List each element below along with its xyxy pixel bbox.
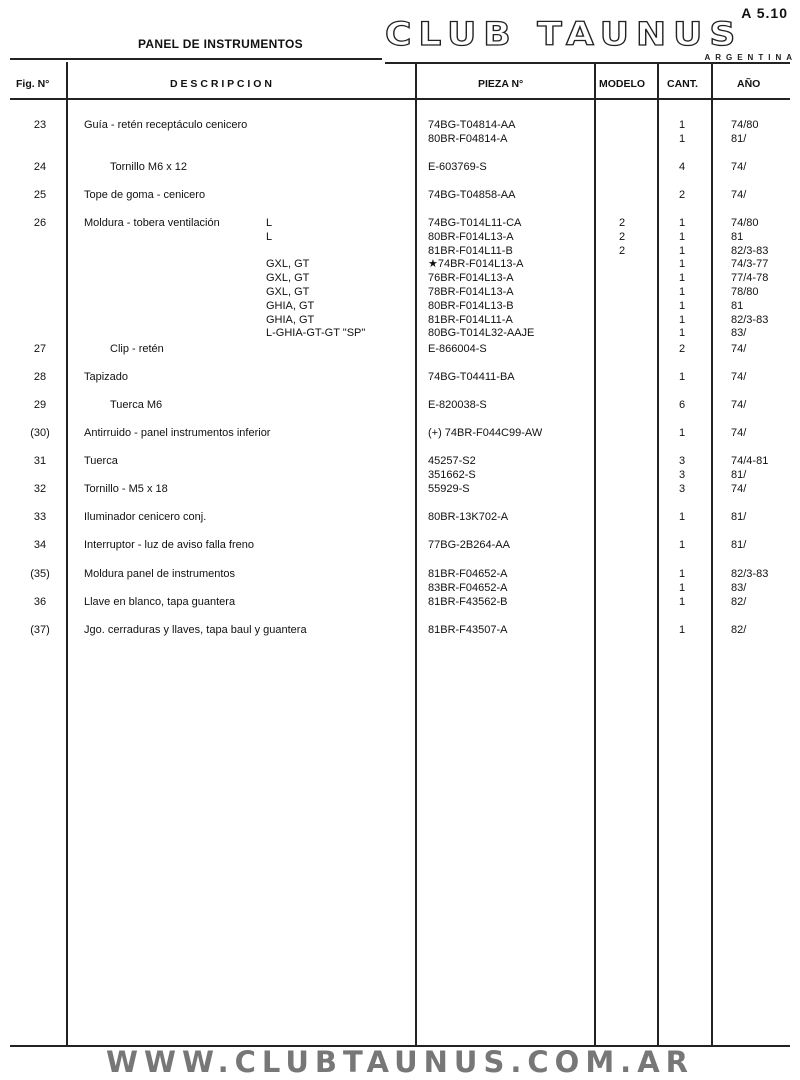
year-range: 74/ [731,189,747,201]
part-description: Interruptor - luz de aviso falla freno [84,539,254,551]
variant-label: L [266,217,273,229]
variant-label: L [266,230,273,243]
year-range: 74/80 [731,217,759,229]
quantity: 1 [678,272,686,285]
part-description: Tornillo M6 x 12 [110,161,188,173]
year-range: 74/ [731,343,747,355]
quantity: 3 [678,483,686,495]
part-number: 45257-S2 [428,455,476,467]
quantity: 1 [678,581,686,594]
quantity: 1 [678,511,686,523]
col-header-descripcion: D E S C R I P C I O N [170,78,272,90]
col-header-cant: CANT. [667,78,698,90]
quantity: 4 [678,161,686,173]
quantity: 3 [678,468,686,481]
part-number: 81BR-F43507-A [428,624,508,636]
year-range: 81/ [731,468,747,481]
club-taunus-logo [385,18,797,66]
part-description: Llave en blanco, tapa guantera [84,596,236,608]
year-range: 74/80 [731,119,759,131]
fig-number: 32 [33,483,47,495]
column-divider [415,62,417,1046]
fig-number: 28 [33,371,47,383]
year-range: 81 [731,299,744,312]
logo-text: CLUB TAUNUS [385,16,743,53]
year-range: 74/ [731,399,747,411]
quantity: 1 [678,258,686,271]
fig-number: 26 [33,217,47,229]
variant-label: GHIA, GT [266,313,315,326]
part-number: 351662-S [428,468,476,481]
fig-number: 25 [33,189,47,201]
quantity: 1 [678,286,686,298]
page-code: A 5.10 [741,5,788,21]
variant-label: GXL, GT [266,272,310,285]
year-range: 74/ [731,161,747,173]
part-description: Iluminador cenicero conj. [84,511,207,523]
column-divider [711,62,713,1046]
part-description: Jgo. cerraduras y llaves, tapa baul y guantera [84,624,307,636]
variant-label: GXL, GT [266,258,310,271]
part-number: 81BR-F014L11-B [428,244,513,257]
year-range: 74/ [731,427,747,439]
column-divider [66,62,68,1046]
quantity: 6 [678,399,686,411]
part-number: 74BG-T04411-BA [428,371,515,383]
part-description: Tuerca [84,455,118,467]
fig-number: (35) [30,568,50,580]
fig-number: 24 [33,161,47,173]
year-range: 82/3-83 [731,568,769,580]
header-bottom-rule [10,98,790,100]
part-number: (+) 74BR-F044C99-AW [428,427,543,439]
year-range: 74/ [731,483,747,495]
part-number: 74BG-T014L11-CA [428,217,522,229]
variant-label: L-GHIA-GT-GT "SP" [266,327,366,340]
part-number: 74BG-T04858-AA [428,189,516,201]
part-description: Tope de goma - cenicero [84,189,206,201]
part-number: 80BR-F014L13-A [428,230,514,243]
fig-number: (37) [30,624,50,636]
part-number: E-820038-S [428,399,487,411]
fig-number: 36 [33,596,47,608]
quantity: 1 [678,132,686,145]
year-range: 82/3-83 [731,244,769,257]
part-number: 80BR-13K702-A [428,511,509,523]
year-range: 81/ [731,539,747,551]
quantity: 1 [678,624,686,636]
fig-number: 23 [33,119,47,131]
quantity: 1 [678,119,686,131]
fig-number: 33 [33,511,47,523]
fig-number: 29 [33,399,47,411]
column-divider [657,62,659,1046]
col-header-fig: Fig. N° [16,78,50,90]
year-range: 82/ [731,624,747,636]
quantity: 1 [678,596,686,608]
fig-number: (30) [30,427,50,439]
part-number: 81BR-F014L11-A [428,313,513,326]
part-number: 74BG-T04814-AA [428,119,516,131]
variant-label: GHIA, GT [266,299,315,312]
part-number: 83BR-F04652-A [428,581,508,594]
year-range: 81/ [731,511,747,523]
part-number: 80BR-F014L13-B [428,299,514,312]
quantity: 1 [678,230,686,243]
part-description: Tuerca M6 [110,399,163,411]
part-number: 55929-S [428,483,470,495]
section-title: PANEL DE INSTRUMENTOS [138,37,303,51]
year-range: 82/3-83 [731,313,769,326]
logo-subtext: ARGENTINA [704,53,797,62]
part-number: 81BR-F43562-B [428,596,508,608]
year-range: 74/ [731,371,747,383]
quantity: 1 [678,217,686,229]
model-code: 2 [618,230,626,243]
part-number: ★74BR-F014L13-A [428,258,524,271]
year-range: 74/4-81 [731,455,769,467]
fig-number: 31 [33,455,47,467]
quantity: 2 [678,343,686,355]
part-description: Tornillo - M5 x 18 [84,483,168,495]
part-description: Tapizado [84,371,129,383]
part-number: 76BR-F014L13-A [428,272,514,285]
part-number: 81BR-F04652-A [428,568,508,580]
quantity: 2 [678,189,686,201]
quantity: 3 [678,455,686,467]
quantity: 1 [678,371,686,383]
model-code: 2 [618,217,626,229]
year-range: 81 [731,230,744,243]
part-number: 80BG-T014L32-AAJE [428,327,535,340]
col-header-modelo: MODELO [599,78,646,90]
quantity: 1 [678,568,686,580]
part-description: Guía - retén receptáculo cenicero [84,119,248,131]
year-range: 83/ [731,327,747,340]
model-code: 2 [618,244,626,257]
year-range: 83/ [731,581,747,594]
quantity: 1 [678,539,686,551]
variant-label: GXL, GT [266,286,310,298]
part-description: Moldura panel de instrumentos [84,568,236,580]
year-range: 81/ [731,132,747,145]
year-range: 78/80 [731,286,759,298]
part-number: 77BG-2B264-AA [428,539,510,551]
year-range: 77/4-78 [731,272,769,285]
part-description: Antirruido - panel instrumentos inferior [84,427,271,439]
year-range: 74/3-77 [731,258,769,271]
col-header-pieza: PIEZA N° [478,78,524,90]
part-number: E-603769-S [428,161,487,173]
quantity: 1 [678,299,686,312]
column-divider [594,62,596,1046]
quantity: 1 [678,244,686,257]
fig-number: 34 [33,539,47,551]
header-top-rule [10,58,382,60]
col-header-ano: AÑO [737,78,761,90]
footer-url: WWW.CLUBTAUNUS.COM.AR [106,1045,694,1079]
part-description: Moldura - tobera ventilación [84,217,220,229]
fig-number: 27 [33,343,47,355]
quantity: 1 [678,327,686,340]
part-number: E-866004-S [428,343,487,355]
part-number: 78BR-F014L13-A [428,286,514,298]
year-range: 82/ [731,596,747,608]
part-description: Clip - retén [110,343,164,355]
part-number: 80BR-F04814-A [428,132,508,145]
quantity: 1 [678,427,686,439]
quantity: 1 [678,313,686,326]
header-top-rule-right [385,62,790,64]
